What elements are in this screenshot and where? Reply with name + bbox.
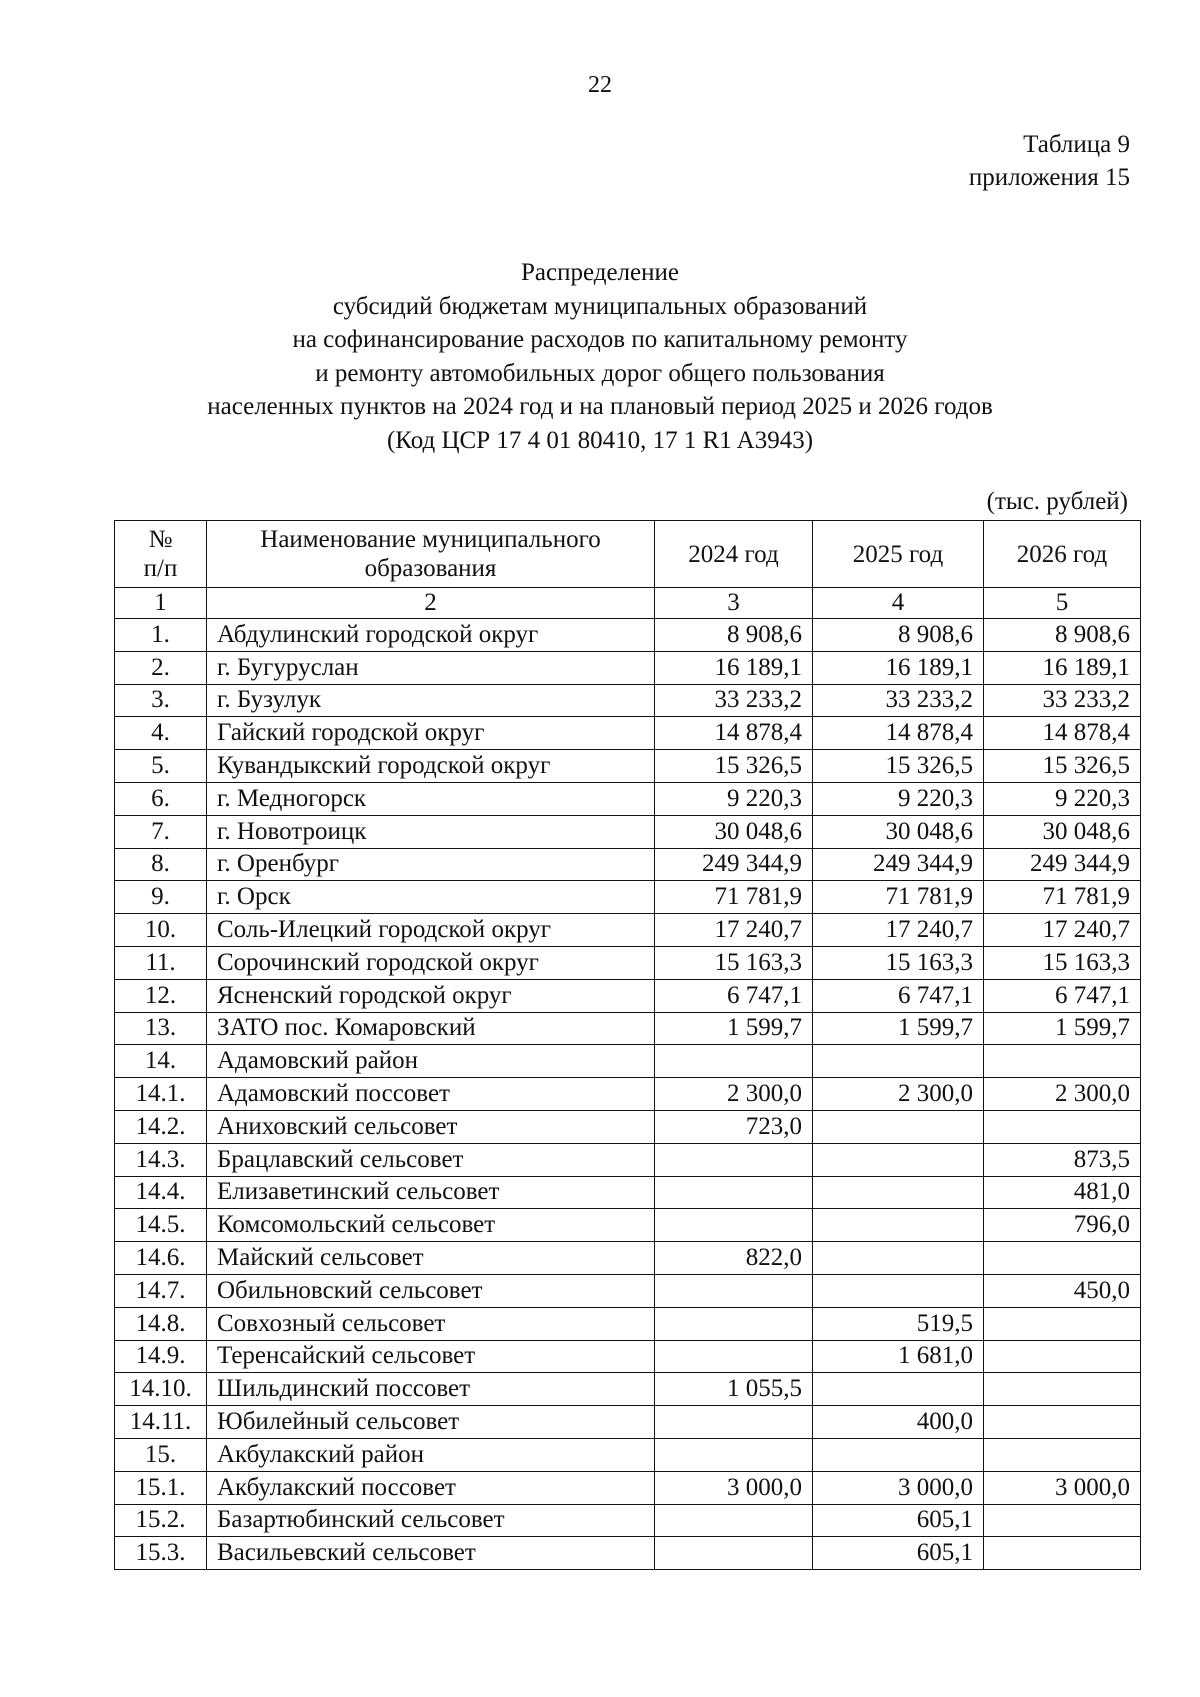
value-2026: 30 048,6 bbox=[984, 815, 1141, 848]
row-number: 14.5. bbox=[115, 1209, 207, 1242]
value-2024: 723,0 bbox=[655, 1110, 813, 1143]
value-2024 bbox=[655, 1537, 813, 1570]
value-2026: 16 189,1 bbox=[984, 651, 1141, 684]
value-2025: 30 048,6 bbox=[813, 815, 984, 848]
value-2026: 873,5 bbox=[984, 1143, 1141, 1176]
table-row bbox=[115, 1110, 1141, 1143]
value-2024: 33 233,2 bbox=[655, 684, 813, 717]
value-2024: 15 163,3 bbox=[655, 946, 813, 979]
table-row bbox=[115, 651, 1141, 684]
table-row bbox=[115, 1012, 1141, 1045]
title-line: и ремонту автомобильных дорог общего пользования bbox=[315, 359, 885, 387]
value-2026: 1 599,7 bbox=[984, 1012, 1141, 1045]
value-2026 bbox=[984, 1110, 1141, 1143]
column-number: 3 bbox=[655, 588, 813, 619]
column-number: 5 bbox=[984, 588, 1141, 619]
table-row bbox=[115, 979, 1141, 1012]
value-2026 bbox=[984, 1537, 1141, 1570]
value-2026: 481,0 bbox=[984, 1176, 1141, 1209]
municipality-name: Гайский городской округ bbox=[207, 717, 655, 750]
row-number: 14.11. bbox=[115, 1406, 207, 1439]
municipality-name: Акбулакский поссовет bbox=[207, 1471, 655, 1504]
value-2025: 2 300,0 bbox=[813, 1078, 984, 1111]
row-number: 14.4. bbox=[115, 1176, 207, 1209]
table-row bbox=[115, 684, 1141, 717]
row-number: 2. bbox=[115, 651, 207, 684]
value-2024 bbox=[655, 1176, 813, 1209]
subsidy-table bbox=[114, 520, 1141, 1570]
value-2024 bbox=[655, 1045, 813, 1078]
value-2026 bbox=[984, 1307, 1141, 1340]
header-number bbox=[115, 521, 207, 588]
row-number: 14.1. bbox=[115, 1078, 207, 1111]
header-name bbox=[207, 521, 655, 588]
table-row bbox=[115, 815, 1141, 848]
municipality-name: Обильновский сельсовет bbox=[207, 1274, 655, 1307]
value-2024: 1 599,7 bbox=[655, 1012, 813, 1045]
table-row bbox=[115, 1373, 1141, 1406]
table-row bbox=[115, 881, 1141, 914]
row-number: 10. bbox=[115, 914, 207, 947]
row-number: 15.1. bbox=[115, 1471, 207, 1504]
value-2025: 9 220,3 bbox=[813, 782, 984, 815]
value-2026 bbox=[984, 1373, 1141, 1406]
row-number: 14.7. bbox=[115, 1274, 207, 1307]
title-line: на софинансирование расходов по капитальному ремонту bbox=[292, 326, 908, 353]
municipality-name: г. Оренбург bbox=[207, 848, 655, 881]
value-2024 bbox=[655, 1143, 813, 1176]
header-number-line1: № bbox=[148, 526, 173, 553]
row-number: 5. bbox=[115, 750, 207, 783]
value-2024 bbox=[655, 1340, 813, 1373]
value-2026 bbox=[984, 1438, 1141, 1471]
title-line: населенных пунктов на 2024 год и на плановый период 2025 и 2026 годов bbox=[207, 393, 993, 420]
row-number: 14.8. bbox=[115, 1307, 207, 1340]
value-2025: 605,1 bbox=[813, 1504, 984, 1537]
value-2025 bbox=[813, 1242, 984, 1275]
value-2026: 450,0 bbox=[984, 1274, 1141, 1307]
municipality-name: Совхозный сельсовет bbox=[207, 1307, 655, 1340]
value-2025: 605,1 bbox=[813, 1537, 984, 1570]
value-2024 bbox=[655, 1504, 813, 1537]
row-number: 9. bbox=[115, 881, 207, 914]
table-row bbox=[115, 750, 1141, 783]
header-name-line2: образования bbox=[364, 555, 497, 582]
row-number: 14.9. bbox=[115, 1340, 207, 1373]
value-2024 bbox=[655, 1209, 813, 1242]
municipality-name: Акбулакский район bbox=[207, 1438, 655, 1471]
value-2026 bbox=[984, 1406, 1141, 1439]
value-2026: 6 747,1 bbox=[984, 979, 1141, 1012]
value-2024: 822,0 bbox=[655, 1242, 813, 1275]
row-number: 15.2. bbox=[115, 1504, 207, 1537]
municipality-name: Юбилейный сельсовет bbox=[207, 1406, 655, 1439]
value-2026: 15 326,5 bbox=[984, 750, 1141, 783]
document-title bbox=[0, 256, 1200, 457]
value-2025: 8 908,6 bbox=[813, 619, 984, 652]
table-row bbox=[115, 1537, 1141, 1570]
value-2025 bbox=[813, 1209, 984, 1242]
row-number: 14.10. bbox=[115, 1373, 207, 1406]
municipality-name: Соль-Илецкий городской округ bbox=[207, 914, 655, 947]
table-row bbox=[115, 1340, 1141, 1373]
table-row bbox=[115, 1078, 1141, 1111]
page-number: 22 bbox=[588, 72, 612, 98]
value-2026 bbox=[984, 1504, 1141, 1537]
column-number-row bbox=[115, 588, 1141, 619]
header-2026: 2026 год bbox=[984, 521, 1141, 588]
value-2025 bbox=[813, 1438, 984, 1471]
municipality-name: г. Новотроицк bbox=[207, 815, 655, 848]
table-row bbox=[115, 1209, 1141, 1242]
municipality-name: ЗАТО пос. Комаровский bbox=[207, 1012, 655, 1045]
municipality-name: Кувандыкский городской округ bbox=[207, 750, 655, 783]
table-row bbox=[115, 946, 1141, 979]
column-number: 1 bbox=[115, 588, 207, 619]
value-2026: 14 878,4 bbox=[984, 717, 1141, 750]
value-2025: 17 240,7 bbox=[813, 914, 984, 947]
column-number: 4 bbox=[813, 588, 984, 619]
value-2025: 400,0 bbox=[813, 1406, 984, 1439]
row-number: 14.6. bbox=[115, 1242, 207, 1275]
units-label: (тыс. рублей) bbox=[986, 488, 1128, 515]
table-row bbox=[115, 1471, 1141, 1504]
table-row bbox=[115, 1274, 1141, 1307]
value-2025: 14 878,4 bbox=[813, 717, 984, 750]
row-number: 7. bbox=[115, 815, 207, 848]
row-number: 13. bbox=[115, 1012, 207, 1045]
value-2025: 1 681,0 bbox=[813, 1340, 984, 1373]
header-2024: 2024 год bbox=[655, 521, 813, 588]
table-row bbox=[115, 1438, 1141, 1471]
title-line: Распределение bbox=[521, 259, 679, 286]
value-2025 bbox=[813, 1274, 984, 1307]
title-line: субсидий бюджетам муниципальных образований bbox=[332, 292, 868, 320]
table-row bbox=[115, 848, 1141, 881]
table-row bbox=[115, 619, 1141, 652]
table-row bbox=[115, 1504, 1141, 1537]
row-number: 11. bbox=[115, 946, 207, 979]
value-2024: 17 240,7 bbox=[655, 914, 813, 947]
row-number: 15.3. bbox=[115, 1537, 207, 1570]
municipality-name: Базартюбинский сельсовет bbox=[207, 1504, 655, 1537]
municipality-name: Васильевский сельсовет bbox=[207, 1537, 655, 1570]
appendix-number: приложения 15 bbox=[968, 164, 1130, 191]
header-number-line2: п/п bbox=[143, 555, 178, 582]
column-number: 2 bbox=[207, 588, 655, 619]
municipality-name: Майский сельсовет bbox=[207, 1242, 655, 1275]
municipality-name: Ясненский городской округ bbox=[207, 979, 655, 1012]
municipality-name: Елизаветинский сельсовет bbox=[207, 1176, 655, 1209]
header-name-line1: Наименование муниципального bbox=[260, 526, 601, 553]
municipality-name: г. Бузулук bbox=[207, 684, 655, 717]
municipality-name: Адамовский поссовет bbox=[207, 1078, 655, 1111]
row-number: 6. bbox=[115, 782, 207, 815]
value-2026 bbox=[984, 1242, 1141, 1275]
row-number: 14.3. bbox=[115, 1143, 207, 1176]
table-row bbox=[115, 914, 1141, 947]
value-2024: 71 781,9 bbox=[655, 881, 813, 914]
row-number: 8. bbox=[115, 848, 207, 881]
municipality-name: г. Медногорск bbox=[207, 782, 655, 815]
value-2025: 15 163,3 bbox=[813, 946, 984, 979]
value-2026: 9 220,3 bbox=[984, 782, 1141, 815]
table-row bbox=[115, 717, 1141, 750]
value-2025: 16 189,1 bbox=[813, 651, 984, 684]
municipality-name: Шильдинский поссовет bbox=[207, 1373, 655, 1406]
value-2025: 71 781,9 bbox=[813, 881, 984, 914]
value-2025: 1 599,7 bbox=[813, 1012, 984, 1045]
value-2025: 15 326,5 bbox=[813, 750, 984, 783]
municipality-name: Теренсайский сельсовет bbox=[207, 1340, 655, 1373]
row-number: 14. bbox=[115, 1045, 207, 1078]
municipality-name: Абдулинский городской округ bbox=[207, 619, 655, 652]
value-2026: 17 240,7 bbox=[984, 914, 1141, 947]
table-row bbox=[115, 1406, 1141, 1439]
value-2024: 249 344,9 bbox=[655, 848, 813, 881]
value-2025: 519,5 bbox=[813, 1307, 984, 1340]
table-number: Таблица 9 bbox=[1023, 131, 1130, 158]
municipality-name: Комсомольский сельсовет bbox=[207, 1209, 655, 1242]
table-row bbox=[115, 782, 1141, 815]
value-2024: 15 326,5 bbox=[655, 750, 813, 783]
value-2024: 30 048,6 bbox=[655, 815, 813, 848]
header-2025: 2025 год bbox=[813, 521, 984, 588]
table-row bbox=[115, 1176, 1141, 1209]
value-2025: 3 000,0 bbox=[813, 1471, 984, 1504]
municipality-name: г. Орск bbox=[207, 881, 655, 914]
value-2025 bbox=[813, 1143, 984, 1176]
value-2024 bbox=[655, 1307, 813, 1340]
value-2024 bbox=[655, 1438, 813, 1471]
value-2024: 9 220,3 bbox=[655, 782, 813, 815]
value-2024: 6 747,1 bbox=[655, 979, 813, 1012]
value-2026: 796,0 bbox=[984, 1209, 1141, 1242]
municipality-name: г. Бугуруслан bbox=[207, 651, 655, 684]
table-row bbox=[115, 1242, 1141, 1275]
table-row bbox=[115, 1045, 1141, 1078]
value-2026 bbox=[984, 1045, 1141, 1078]
row-number: 15. bbox=[115, 1438, 207, 1471]
value-2025: 33 233,2 bbox=[813, 684, 984, 717]
value-2024: 16 189,1 bbox=[655, 651, 813, 684]
table-row bbox=[115, 1307, 1141, 1340]
value-2026: 15 163,3 bbox=[984, 946, 1141, 979]
row-number: 3. bbox=[115, 684, 207, 717]
value-2025 bbox=[813, 1110, 984, 1143]
value-2025 bbox=[813, 1045, 984, 1078]
row-number: 12. bbox=[115, 979, 207, 1012]
value-2025: 6 747,1 bbox=[813, 979, 984, 1012]
header-row bbox=[115, 521, 1141, 588]
value-2025 bbox=[813, 1373, 984, 1406]
value-2026: 3 000,0 bbox=[984, 1471, 1141, 1504]
row-number: 4. bbox=[115, 717, 207, 750]
value-2026 bbox=[984, 1340, 1141, 1373]
municipality-name: Сорочинский городской округ bbox=[207, 946, 655, 979]
value-2024: 8 908,6 bbox=[655, 619, 813, 652]
value-2024 bbox=[655, 1406, 813, 1439]
value-2024 bbox=[655, 1274, 813, 1307]
value-2024: 2 300,0 bbox=[655, 1078, 813, 1111]
row-number: 1. bbox=[115, 619, 207, 652]
value-2024: 14 878,4 bbox=[655, 717, 813, 750]
value-2026: 249 344,9 bbox=[984, 848, 1141, 881]
value-2024: 3 000,0 bbox=[655, 1471, 813, 1504]
value-2026: 2 300,0 bbox=[984, 1078, 1141, 1111]
municipality-name: Адамовский район bbox=[207, 1045, 655, 1078]
value-2025 bbox=[813, 1176, 984, 1209]
table-reference bbox=[969, 128, 1130, 194]
value-2025: 249 344,9 bbox=[813, 848, 984, 881]
value-2024: 1 055,5 bbox=[655, 1373, 813, 1406]
municipality-name: Аниховский сельсовет bbox=[207, 1110, 655, 1143]
value-2026: 71 781,9 bbox=[984, 881, 1141, 914]
table-row bbox=[115, 1143, 1141, 1176]
value-2026: 33 233,2 bbox=[984, 684, 1141, 717]
municipality-name: Брацлавский сельсовет bbox=[207, 1143, 655, 1176]
row-number: 14.2. bbox=[115, 1110, 207, 1143]
title-line: (Код ЦСР 17 4 01 80410, 17 1 R1 A3943) bbox=[386, 426, 814, 454]
value-2026: 8 908,6 bbox=[984, 619, 1141, 652]
